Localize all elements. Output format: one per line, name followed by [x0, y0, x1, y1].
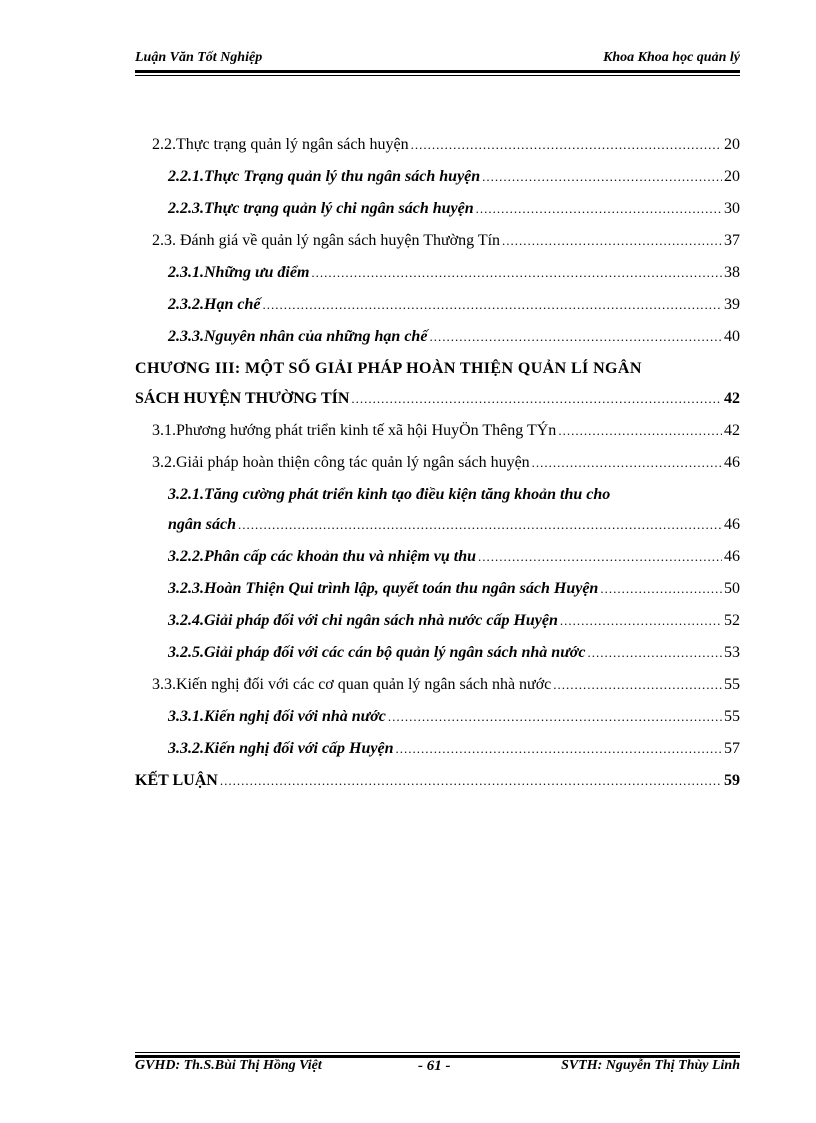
toc-entry-title: 3.2.4.Giải pháp đối với chi ngân sách nhà nước cấp Huyện [168, 612, 558, 629]
toc-entry [135, 260, 740, 286]
toc-entry [135, 324, 740, 350]
toc-entry-page: 20 [724, 168, 740, 185]
toc-leader-dots [429, 324, 722, 350]
toc-leader-dots [478, 544, 722, 570]
toc-entry-page: 40 [724, 328, 740, 345]
footer-advisor: GVHD: Th.S.Bùi Thị Hồng Việt [135, 1058, 322, 1073]
toc-entry-title: 2.3. Đánh giá về quản lý ngân sách huyện Thường Tín [152, 232, 501, 249]
toc-entry [135, 132, 740, 158]
toc-entry-title: 3.2.3.Hoàn Thiện Qui trình lập, quyết toán thu ngân sách Huyện [168, 580, 599, 597]
toc-entry-title: SÁCH HUYỆN THƯỜNG TÍN [135, 390, 350, 407]
toc-entry-title: 2.2.Thực trạng quản lý ngân sách huyện [152, 136, 409, 153]
toc-entry-title: 2.3.2.Hạn chế [168, 296, 261, 313]
toc-leader-dots [311, 260, 722, 286]
toc-entry [135, 418, 740, 444]
toc-entry-page: 55 [724, 708, 740, 725]
toc-entry-title: 3.3.2.Kiến nghị đối với cấp Huyện [168, 740, 394, 757]
toc-leader-dots [502, 228, 722, 254]
toc-entry-page: 46 [724, 516, 740, 533]
toc-entry-page: 46 [724, 548, 740, 565]
toc-leader-dots [220, 768, 722, 794]
toc-entry-page: 42 [724, 422, 740, 439]
toc-entry-title: 3.2.2.Phân cấp các khoản thu và nhiệm vụ thu [168, 548, 477, 565]
toc-leader-dots [482, 164, 722, 190]
footer-rule-thin [135, 1052, 740, 1053]
toc-entry [135, 196, 740, 222]
toc-entry-title: 2.3.3.Nguyên nhân của những hạn chế [168, 328, 428, 345]
header-faculty-label: Khoa Khoa học quản lý [603, 50, 740, 65]
toc-entry-page: 42 [724, 390, 740, 407]
toc-leader-dots [600, 576, 722, 602]
toc-entry [135, 544, 740, 570]
toc-leader-dots [587, 640, 722, 666]
toc-entry-page: 55 [724, 676, 740, 693]
toc-entry-title-wrapped: 3.2.1.Tăng cường phát triển kinh tạo điều kiện tăng khoản thu cho [168, 486, 611, 503]
toc-entry [135, 386, 740, 412]
page-number: - 61 - [418, 1058, 451, 1074]
toc-entry-title: 3.1.Phương hướng phát triển kinh tế xã hội HuyÖn Thêng TÝn [152, 422, 557, 439]
toc-entry [135, 228, 740, 254]
toc-entry-page: 30 [724, 200, 740, 217]
page-header [135, 48, 740, 72]
toc-leader-dots [411, 132, 722, 158]
toc-entry-title: 3.3.1.Kiến nghị đối với nhà nước [168, 708, 386, 725]
toc-entry-title: 2.2.1.Thực Trạng quản lý thu ngân sách huyện [168, 168, 481, 185]
toc-entry [135, 704, 740, 730]
toc-chapter-title: CHƯƠNG III: MỘT SỐ GIẢI PHÁP HOÀN THIỆN QUẢN LÍ NGÂN [135, 360, 642, 377]
toc-entry-page: 46 [724, 454, 740, 471]
toc-leader-dots [553, 672, 722, 698]
toc-leader-dots [388, 704, 722, 730]
toc-entry-title: ngân sách [168, 516, 237, 533]
toc-entry-page: 38 [724, 264, 740, 281]
toc-entry-page: 50 [724, 580, 740, 597]
toc-entry [135, 768, 740, 794]
toc-entry [135, 164, 740, 190]
toc-leader-dots [532, 450, 722, 476]
toc-leader-dots [262, 292, 722, 318]
toc-entry-page: 53 [724, 644, 740, 661]
toc-entry-page: 37 [724, 232, 740, 249]
toc-entry [135, 608, 740, 634]
toc-leader-dots [238, 512, 722, 538]
toc-entry-page: 39 [724, 296, 740, 313]
toc-entry-title: 2.2.3.Thực trạng quản lý chi ngân sách huyện [168, 200, 474, 217]
header-thesis-label: Luận Văn Tốt Nghiệp [135, 50, 263, 65]
header-rule-thin [135, 75, 740, 76]
toc-entry [135, 736, 740, 762]
page-footer [135, 1058, 740, 1080]
toc-entry-page: 57 [724, 740, 740, 757]
toc-entry [135, 640, 740, 666]
toc-leader-dots [560, 608, 722, 634]
toc-entry-title: 3.2.5.Giải pháp đối với các cán bộ quản lý ngân sách nhà nước [168, 644, 586, 661]
toc-leader-dots [476, 196, 722, 222]
toc-entry [135, 450, 740, 476]
toc-entry-title: 2.3.1.Những ưu điểm [168, 264, 310, 281]
toc-leader-dots [558, 418, 722, 444]
toc-entry [135, 292, 740, 318]
toc-entry-page: 20 [724, 136, 740, 153]
header-rule-thick [135, 70, 740, 73]
toc-entry-title: 3.3.Kiến nghị đối với các cơ quan quản lý ngân sách nhà nước [152, 676, 552, 693]
toc-entry [135, 512, 740, 538]
toc-entry-page: 52 [724, 612, 740, 629]
toc-entry-page: 59 [724, 772, 740, 789]
toc-entry [135, 672, 740, 698]
footer-student: SVTH: Nguyễn Thị Thùy Linh [561, 1058, 740, 1073]
toc-entry-title: KẾT LUẬN [135, 772, 218, 789]
table-of-contents [135, 132, 740, 794]
toc-leader-dots [351, 386, 722, 412]
toc-entry [135, 576, 740, 602]
toc-entry-title: 3.2.Giải pháp hoàn thiện công tác quản lý ngân sách huyện [152, 454, 530, 471]
toc-leader-dots [395, 736, 722, 762]
